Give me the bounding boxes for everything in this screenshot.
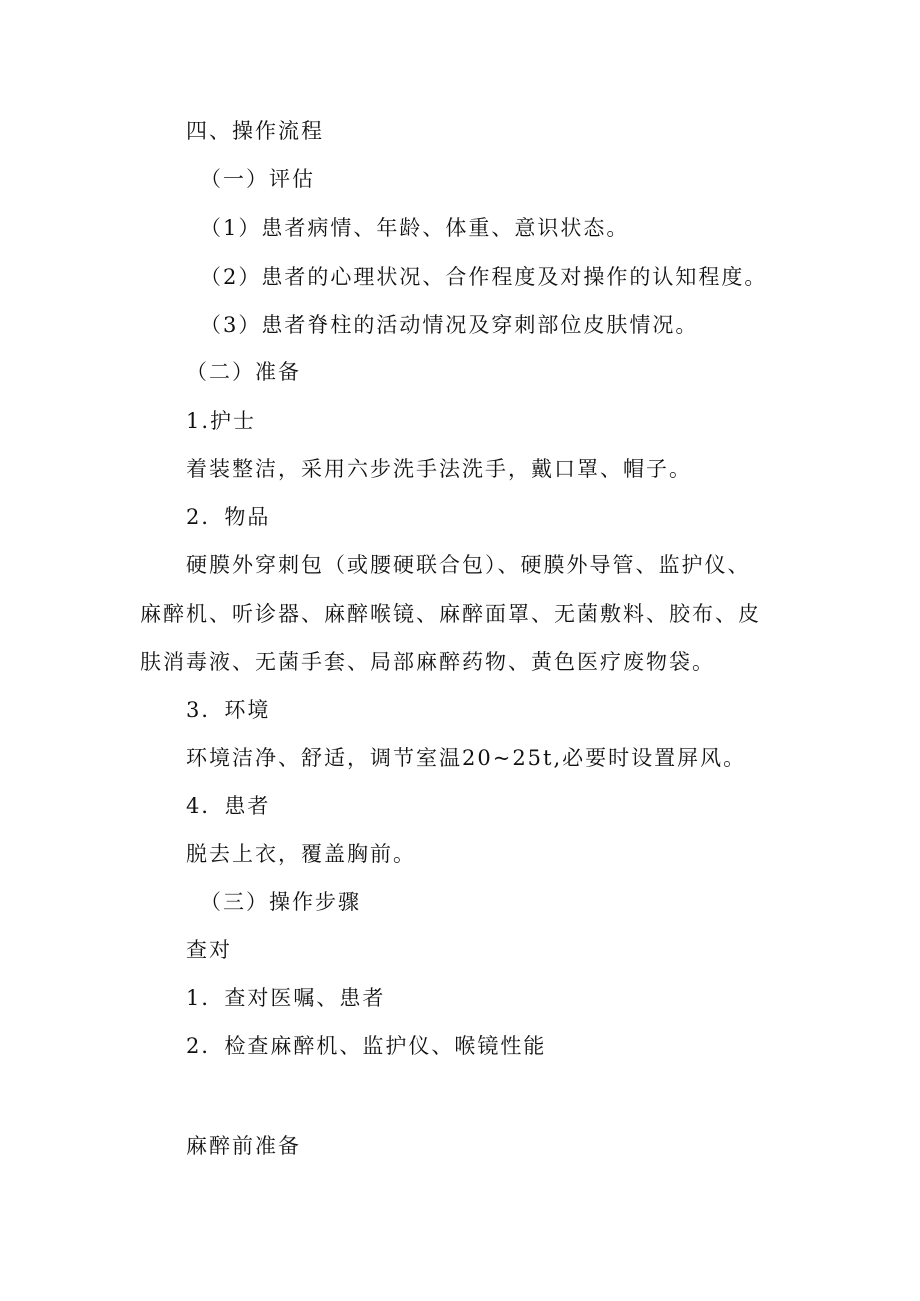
- step-item-2: 2．检查麻醉机、监护仪、喉镜性能: [186, 1034, 547, 1058]
- paragraph-environment: 环境洁净、舒适，调节室温20~25t,必要时设置屏风。: [186, 746, 747, 770]
- paragraph-nurse: 着装整洁，采用六步洗手法洗手，戴口罩、帽子。: [186, 457, 692, 481]
- assessment-item-1: （1）患者病情、年龄、体重、意识状态。: [200, 216, 630, 240]
- step-item-1: 1．查对医嘱、患者: [186, 986, 386, 1010]
- preparation-item-supplies: 2．物品: [186, 505, 271, 529]
- paragraph-supplies-line-3: 肤消毒液、无菌手套、局部麻醉药物、黄色医疗废物袋。: [140, 650, 715, 674]
- paragraph-patient: 脱去上衣，覆盖胸前。: [186, 842, 416, 866]
- subsection-heading-assessment: （一）评估: [200, 167, 315, 191]
- preparation-item-patient: 4．患者: [186, 794, 271, 818]
- paragraph-supplies-line-1: 硬膜外穿刺包（或腰硬联合包）、硬膜外导管、监护仪、: [186, 553, 751, 577]
- assessment-item-2: （2）患者的心理状况、合作程度及对操作的认知程度。: [200, 265, 768, 289]
- preparation-item-environment: 3．环境: [186, 698, 271, 722]
- preparation-item-nurse: 1.护士: [186, 409, 257, 433]
- step-heading-verification: 查对: [186, 938, 232, 962]
- step-heading-pre-anesthesia: 麻醉前准备: [186, 1134, 301, 1158]
- paragraph-supplies-line-2: 麻醉机、听诊器、麻醉喉镜、麻醉面罩、无菌敷料、胶布、皮: [140, 602, 761, 626]
- section-heading-operation-process: 四、操作流程: [186, 119, 324, 143]
- subsection-heading-steps: （三）操作步骤: [200, 890, 361, 914]
- subsection-heading-preparation: （二）准备: [186, 360, 301, 384]
- assessment-item-3: （3）患者脊柱的活动情况及穿刺部位皮肤情况。: [200, 313, 699, 337]
